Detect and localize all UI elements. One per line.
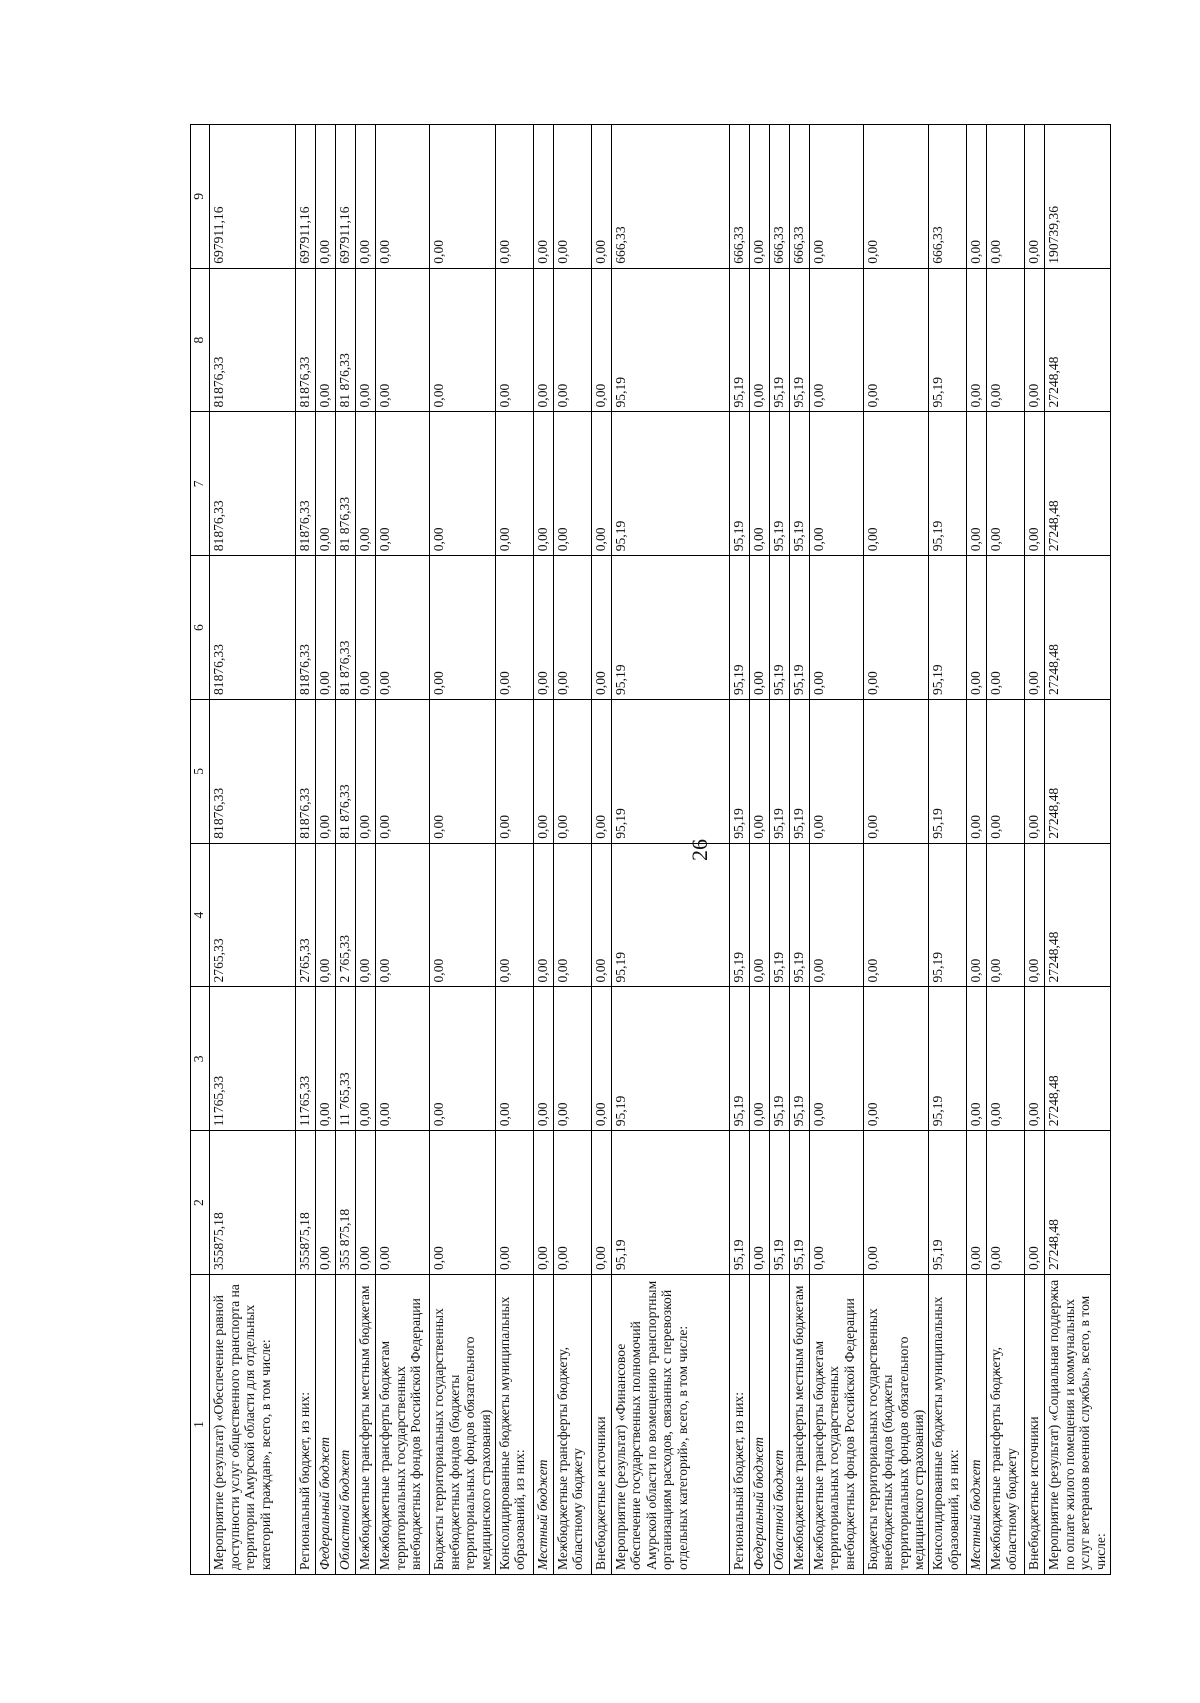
table-row [967,125,987,1575]
row-label: Федеральный бюджет [316,1275,336,1575]
value-cell-col-9: 0,00 [430,125,496,269]
row-label: Федеральный бюджет [749,1275,769,1575]
value-cell-col-5: 95,19 [611,700,729,844]
value-cell-col-3: 11765,33 [210,987,296,1131]
value-cell-col-2: 0,00 [809,1131,863,1275]
value-cell-col-9: 666,33 [769,125,789,269]
value-cell-col-2: 95,19 [769,1131,789,1275]
column-header-9: 9 [191,125,210,269]
value-cell-col-8: 0,00 [967,268,987,412]
value-cell-col-4: 0,00 [316,843,336,987]
value-cell-col-4: 0,00 [863,843,929,987]
value-cell-col-3: 95,19 [929,987,967,1131]
value-cell-col-3: 0,00 [967,987,987,1131]
value-cell-col-2: 27248,48 [1045,1131,1111,1275]
value-cell-col-2: 0,00 [553,1131,591,1275]
value-cell-col-4: 95,19 [729,843,749,987]
value-cell-col-9: 0,00 [749,125,769,269]
value-cell-col-5: 95,19 [789,700,809,844]
value-cell-col-5: 0,00 [376,700,430,844]
value-cell-col-8: 81 876,33 [336,268,356,412]
value-cell-col-8: 0,00 [553,268,591,412]
value-cell-col-3: 0,00 [356,987,376,1131]
value-cell-col-9: 666,33 [611,125,729,269]
value-cell-col-8: 0,00 [430,268,496,412]
value-cell-col-3: 0,00 [316,987,336,1131]
value-cell-col-7: 0,00 [553,412,591,556]
value-cell-col-2: 0,00 [495,1131,533,1275]
value-cell-col-6: 0,00 [316,556,336,700]
row-label: Региональный бюджет, из них: [296,1275,316,1575]
value-cell-col-3: 95,19 [729,987,749,1131]
value-cell-col-7: 95,19 [769,412,789,556]
value-cell-col-6: 0,00 [863,556,929,700]
value-cell-col-3: 95,19 [789,987,809,1131]
value-cell-col-4: 0,00 [376,843,430,987]
value-cell-col-7: 0,00 [863,412,929,556]
value-cell-col-3: 0,00 [376,987,430,1131]
value-cell-col-6: 0,00 [376,556,430,700]
value-cell-col-9: 0,00 [967,125,987,269]
value-cell-col-2: 0,00 [749,1131,769,1275]
row-label: Местный бюджет [533,1275,553,1575]
value-cell-col-6: 27248,48 [1045,556,1111,700]
value-cell-col-6: 0,00 [430,556,496,700]
value-cell-col-5: 0,00 [1025,700,1045,844]
column-header-7: 7 [191,412,210,556]
value-cell-col-4: 0,00 [1025,843,1045,987]
table-row [430,125,496,1575]
table-row [929,125,967,1575]
value-cell-col-9: 697911,16 [296,125,316,269]
value-cell-col-3: 11 765,33 [336,987,356,1131]
value-cell-col-3: 0,00 [533,987,553,1131]
value-cell-col-8: 81876,33 [210,268,296,412]
value-cell-col-8: 0,00 [1025,268,1045,412]
value-cell-col-2: 355 875,18 [336,1131,356,1275]
row-label: Межбюджетные трансферты местным бюджетам [356,1275,376,1575]
value-cell-col-4: 0,00 [553,843,591,987]
value-cell-col-6: 0,00 [591,556,611,700]
value-cell-col-8: 95,19 [769,268,789,412]
table-row [729,125,749,1575]
row-label: Местный бюджет [967,1275,987,1575]
value-cell-col-7: 95,19 [789,412,809,556]
table-row [749,125,769,1575]
value-cell-col-8: 27248,48 [1045,268,1111,412]
value-cell-col-2: 0,00 [967,1131,987,1275]
value-cell-col-9: 0,00 [495,125,533,269]
value-cell-col-3: 0,00 [809,987,863,1131]
row-label: Межбюджетные трансферты местным бюджетам [789,1275,809,1575]
value-cell-col-8: 0,00 [356,268,376,412]
value-cell-col-6: 81 876,33 [336,556,356,700]
value-cell-col-2: 0,00 [356,1131,376,1275]
row-label: Межбюджетные трансферты бюджетам территориальных государственных внебюджетных фондов Российской Федерации [809,1275,863,1575]
value-cell-col-9: 0,00 [809,125,863,269]
value-cell-col-8: 95,19 [789,268,809,412]
value-cell-col-2: 0,00 [376,1131,430,1275]
value-cell-col-6: 95,19 [929,556,967,700]
value-cell-col-5: 0,00 [553,700,591,844]
value-cell-col-8: 0,00 [749,268,769,412]
value-cell-col-2: 95,19 [729,1131,749,1275]
value-cell-col-3: 0,00 [987,987,1025,1131]
value-cell-col-6: 95,19 [769,556,789,700]
value-cell-col-8: 0,00 [533,268,553,412]
value-cell-col-6: 0,00 [749,556,769,700]
value-cell-col-2: 95,19 [929,1131,967,1275]
row-label: Мероприятие (результат) «Финансовое обеспечение государственных полномочий Амурской области по возмещению транспортным организациям расходов, связанных с перевозкой отдельных категорий», всего, в том числе: [611,1275,729,1575]
value-cell-col-5: 0,00 [495,700,533,844]
value-cell-col-7: 27248,48 [1045,412,1111,556]
value-cell-col-3: 95,19 [769,987,789,1131]
table-row [809,125,863,1575]
value-cell-col-8: 0,00 [316,268,336,412]
value-cell-col-9: 0,00 [316,125,336,269]
value-cell-col-6: 0,00 [356,556,376,700]
value-cell-col-9: 0,00 [356,125,376,269]
table-row [356,125,376,1575]
value-cell-col-6: 0,00 [553,556,591,700]
value-cell-col-2: 0,00 [316,1131,336,1275]
value-cell-col-4: 0,00 [356,843,376,987]
value-cell-col-5: 0,00 [809,700,863,844]
value-cell-col-5: 0,00 [987,700,1025,844]
value-cell-col-5: 0,00 [430,700,496,844]
table-row [553,125,591,1575]
table-body [210,125,1111,1575]
table-row [1045,125,1111,1575]
value-cell-col-7: 0,00 [356,412,376,556]
value-cell-col-2: 0,00 [430,1131,496,1275]
budget-table [190,124,1111,1575]
value-cell-col-4: 0,00 [987,843,1025,987]
value-cell-col-3: 0,00 [430,987,496,1131]
value-cell-col-5: 0,00 [749,700,769,844]
value-cell-col-9: 0,00 [376,125,430,269]
value-cell-col-5: 0,00 [533,700,553,844]
value-cell-col-9: 0,00 [533,125,553,269]
value-cell-col-7: 81876,33 [296,412,316,556]
value-cell-col-6: 0,00 [809,556,863,700]
row-label: Областной бюджет [769,1275,789,1575]
value-cell-col-8: 0,00 [987,268,1025,412]
column-header-5: 5 [191,700,210,844]
table-row [611,125,729,1575]
value-cell-col-5: 0,00 [863,700,929,844]
value-cell-col-6: 0,00 [1025,556,1045,700]
row-label: Региональный бюджет, из них: [729,1275,749,1575]
value-cell-col-2: 355875,18 [210,1131,296,1275]
column-header-3: 3 [191,987,210,1131]
value-cell-col-7: 0,00 [495,412,533,556]
table-row [1025,125,1045,1575]
page-number: 26 [687,839,712,861]
value-cell-col-3: 95,19 [611,987,729,1131]
value-cell-col-9: 0,00 [1025,125,1045,269]
value-cell-col-6: 95,19 [789,556,809,700]
row-label: Бюджеты территориальных государственных внебюджетных фондов (бюджеты территориальных фондов обязательного медицинского страхования) [863,1275,929,1575]
value-cell-col-8: 0,00 [376,268,430,412]
table-row [296,125,316,1575]
value-cell-col-4: 2 765,33 [336,843,356,987]
value-cell-col-6: 81876,33 [296,556,316,700]
value-cell-col-3: 0,00 [749,987,769,1131]
value-cell-col-6: 0,00 [987,556,1025,700]
value-cell-col-8: 0,00 [809,268,863,412]
value-cell-col-3: 0,00 [495,987,533,1131]
value-cell-col-8: 95,19 [611,268,729,412]
table-row [533,125,553,1575]
column-header-8: 8 [191,268,210,412]
value-cell-col-8: 95,19 [729,268,749,412]
value-cell-col-7: 0,00 [749,412,769,556]
value-cell-col-7: 81876,33 [210,412,296,556]
value-cell-col-6: 0,00 [967,556,987,700]
value-cell-col-7: 0,00 [591,412,611,556]
table-row [376,125,430,1575]
value-cell-col-5: 27248,48 [1045,700,1111,844]
value-cell-col-6: 0,00 [495,556,533,700]
table-row [789,125,809,1575]
value-cell-col-9: 666,33 [929,125,967,269]
value-cell-col-5: 81876,33 [296,700,316,844]
value-cell-col-4: 27248,48 [1045,843,1111,987]
value-cell-col-6: 0,00 [533,556,553,700]
table-row [495,125,533,1575]
value-cell-col-3: 0,00 [863,987,929,1131]
table-row [769,125,789,1575]
value-cell-col-2: 0,00 [591,1131,611,1275]
column-header-2: 2 [191,1131,210,1275]
value-cell-col-9: 697911,16 [336,125,356,269]
row-label: Бюджеты территориальных государственных внебюджетных фондов (бюджеты территориальных фондов обязательного медицинского страхования) [430,1275,496,1575]
table-row [316,125,336,1575]
value-cell-col-5: 0,00 [591,700,611,844]
value-cell-col-2: 0,00 [987,1131,1025,1275]
value-cell-col-7: 95,19 [729,412,749,556]
value-cell-col-4: 0,00 [591,843,611,987]
value-cell-col-5: 0,00 [316,700,336,844]
value-cell-col-2: 0,00 [1025,1131,1045,1275]
value-cell-col-3: 27248,48 [1045,987,1111,1131]
value-cell-col-3: 11765,33 [296,987,316,1131]
value-cell-col-5: 95,19 [929,700,967,844]
value-cell-col-5: 0,00 [356,700,376,844]
value-cell-col-4: 0,00 [809,843,863,987]
row-label: Консолидированные бюджеты муниципальных образований, из них: [929,1275,967,1575]
row-label: Областной бюджет [336,1275,356,1575]
value-cell-col-4: 95,19 [769,843,789,987]
header-row [191,125,210,1575]
value-cell-col-9: 0,00 [591,125,611,269]
value-cell-col-9: 0,00 [553,125,591,269]
value-cell-col-4: 0,00 [495,843,533,987]
value-cell-col-7: 0,00 [376,412,430,556]
value-cell-col-4: 0,00 [430,843,496,987]
value-cell-col-5: 95,19 [769,700,789,844]
column-header-6: 6 [191,556,210,700]
row-label: Внебюджетные источники [1025,1275,1045,1575]
value-cell-col-5: 95,19 [729,700,749,844]
table-row [863,125,929,1575]
column-header-4: 4 [191,843,210,987]
value-cell-col-4: 0,00 [967,843,987,987]
value-cell-col-7: 95,19 [929,412,967,556]
value-cell-col-6: 81876,33 [210,556,296,700]
row-label: Межбюджетные трансферты бюджетам территориальных государственных внебюджетных фондов Российской Федерации [376,1275,430,1575]
value-cell-col-4: 2765,33 [210,843,296,987]
value-cell-col-7: 81 876,33 [336,412,356,556]
value-cell-col-7: 0,00 [533,412,553,556]
value-cell-col-9: 666,33 [789,125,809,269]
value-cell-col-4: 95,19 [611,843,729,987]
value-cell-col-2: 95,19 [611,1131,729,1275]
value-cell-col-8: 0,00 [495,268,533,412]
value-cell-col-6: 95,19 [611,556,729,700]
value-cell-col-8: 0,00 [591,268,611,412]
row-label: Мероприятие (результат) «Социальная поддержка по оплате жилого помещения и коммунальных услуг ветеранов военной службы», всего, в том числе: [1045,1275,1111,1575]
value-cell-col-7: 0,00 [1025,412,1045,556]
value-cell-col-3: 0,00 [553,987,591,1131]
value-cell-col-2: 95,19 [789,1131,809,1275]
value-cell-col-4: 0,00 [749,843,769,987]
value-cell-col-7: 95,19 [611,412,729,556]
rotated-table-wrapper [190,125,1200,1575]
value-cell-col-7: 0,00 [809,412,863,556]
table-row [210,125,296,1575]
value-cell-col-9: 190739,36 [1045,125,1111,269]
value-cell-col-7: 0,00 [987,412,1025,556]
value-cell-col-4: 95,19 [789,843,809,987]
column-header-1: 1 [191,1275,210,1575]
row-label: Внебюджетные источники [591,1275,611,1575]
value-cell-col-9: 697911,16 [210,125,296,269]
table-row [987,125,1025,1575]
value-cell-col-4: 0,00 [533,843,553,987]
value-cell-col-7: 0,00 [430,412,496,556]
table-header [191,125,210,1575]
value-cell-col-9: 0,00 [863,125,929,269]
row-label: Межбюджетные трансферты бюджету, областному бюджету [987,1275,1025,1575]
value-cell-col-7: 0,00 [967,412,987,556]
value-cell-col-4: 95,19 [929,843,967,987]
value-cell-col-5: 81876,33 [210,700,296,844]
value-cell-col-5: 0,00 [967,700,987,844]
value-cell-col-4: 2765,33 [296,843,316,987]
table-row [591,125,611,1575]
row-label: Межбюджетные трансферты бюджету, областному бюджету [553,1275,591,1575]
value-cell-col-6: 95,19 [729,556,749,700]
value-cell-col-3: 0,00 [1025,987,1045,1131]
value-cell-col-2: 0,00 [533,1131,553,1275]
table-row [336,125,356,1575]
value-cell-col-3: 0,00 [591,987,611,1131]
row-label: Консолидированные бюджеты муниципальных образований, из них: [495,1275,533,1575]
value-cell-col-5: 81 876,33 [336,700,356,844]
value-cell-col-8: 95,19 [929,268,967,412]
value-cell-col-2: 0,00 [863,1131,929,1275]
value-cell-col-2: 355875,18 [296,1131,316,1275]
value-cell-col-8: 0,00 [863,268,929,412]
row-label: Мероприятие (результат) «Обеспечение равной доступности услуг общественного транспорта на территории Амурской области для отдельных категорий граждан», всего, в том числе: [210,1275,296,1575]
value-cell-col-8: 81876,33 [296,268,316,412]
value-cell-col-7: 0,00 [316,412,336,556]
value-cell-col-9: 666,33 [729,125,749,269]
value-cell-col-9: 0,00 [987,125,1025,269]
